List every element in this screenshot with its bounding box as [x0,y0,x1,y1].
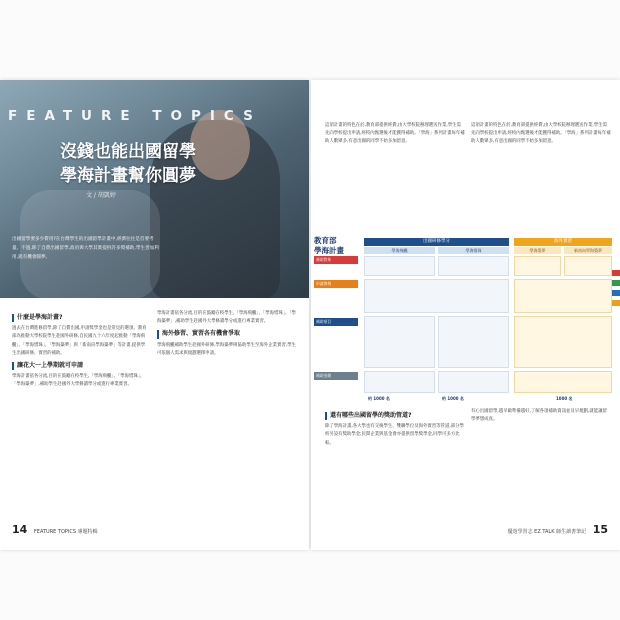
cell-4-3 [514,371,612,393]
bottom-right-body: 有心出國留學,越早做準備越好,了解各項補助資訊並及早規劃,就能讓留學夢想成真。 [471,409,607,423]
section1-body-cont: 學海計畫依各分流,目的在鼓勵在校學生,「學海飛颺」、「學海惜珠」、「學海築夢」,補助學生赴國外大學修讀學分或進行專業實習。 [157,311,296,325]
amount-3: 1000 名 [556,396,573,401]
head-study-abroad: 出國研修學分 [364,238,509,246]
cell-2-2 [514,279,612,313]
cell-1-4 [564,256,612,276]
edge-tab-blue [612,290,620,296]
section1-title: 什麼是學海計畫? [12,314,147,322]
feature-topics-title: FEATURE TOPICS [8,108,262,124]
head-internship: 海外實習 [514,238,612,246]
section-body-right: 除了學海計畫,各大學也有交換學生、雙聯學位及海外實習等管道,部分學校另設有獎助學金;民間企業與基金會亦提供留學獎學金,同學可多方比較。 [325,424,464,446]
left-column [12,310,147,393]
section1-body: 過去在台灣進修留學,除了自費出國,申請獎學金也是常見的選項。教育部為推動大學校院學生赴國外研修,自民國九十六年度起推動「學海飛颺」、「學海惜珠」、「學海築夢」與「新南向學海築夢」等計畫,提供學生出國研修、實習的補助。 [12,326,147,356]
section-title-right: 還有哪些出國留學的獎助管道? [325,412,465,420]
folio-label-left: FEATURE TOPICS 專題特輯 [33,529,98,535]
table-title-line2: 學海計畫 [314,246,344,255]
edge-tab-green [612,280,620,286]
table-title-line1: 教育部 [314,236,337,245]
right-column [157,310,297,361]
cell-4-2 [438,371,509,393]
cell-3-2 [438,316,509,368]
row-tag-4: 補助金額 [314,372,358,380]
top-right-column [471,122,611,150]
left-page [0,80,309,550]
headline-line2: 學海計畫幫你圓夢 [60,166,196,186]
sub-head-4: 新南向學海築夢 [564,247,612,254]
amount-2: 約 1000 名 [442,396,464,401]
intro-paragraph: 出國留學要多少費用?在台灣學生的出國留學計畫中,經濟往往是首要考量。不過,除了自費出國留學,政府與大學其實提供許多獎補助,學生善加利用,就有機會圓夢。 [12,237,159,260]
right-folio [508,523,608,536]
right-page [311,80,620,550]
headline-line1: 沒錢也能出國留學 [60,142,196,162]
row-tag-1: 補助對象 [314,256,358,264]
left-folio [12,523,98,536]
row-tag-2: 申請資格 [314,280,358,288]
cell-3-1 [364,316,435,368]
cell-2-1 [364,279,509,313]
cell-1-1 [364,256,435,276]
author-byline: 文 / 胡凱婷 [86,192,116,199]
row-tag-3: 補助項目 [314,318,358,326]
cell-1-2 [438,256,509,276]
bottom-left-column [325,408,465,451]
headline [60,140,196,188]
edge-tab-red [612,270,620,276]
section2-title: 讓花大一上學期就可申請 [12,362,147,370]
top-left-column [325,122,465,150]
page-number-left: 14 [12,523,28,536]
cell-3-3 [514,316,612,368]
section3-body: 學海飛颺補助學生赴國外研修,學海築夢則協助學生至海外企業實習,學生可依個人需求與規劃選擇申請。 [157,342,296,356]
cell-4-1 [364,371,435,393]
section2-body: 學海計畫依各分流,目的在鼓勵在校學生,「學海飛颺」、「學海惜珠」、「學海築夢」,補助學生赴國外大學修讀學分或進行專業實習。 [12,374,145,388]
bottom-right-column [471,408,611,427]
edge-tab-yellow [612,300,620,306]
sub-head-3: 學海築夢 [514,247,561,254]
sub-head-1: 學海飛颺 [364,247,435,254]
top-body-cont: 這項計畫的特色在於,教育部提供經費,由大學校院辦理選送作業,學生需先向學校提出申請,經校內甄選後才能獲得補助。「學海」系列計畫每年補助人數眾多,有意出國的同學不妨多加留意。 [471,123,611,145]
top-body: 這項計畫的特色在於,教育部提供經費,由大學校院辦理選送作業,學生需先向學校提出申請,經校內甄選後才能獲得補助。「學海」系列計畫每年補助人數眾多,有意出國的同學不妨多加留意。 [325,123,465,145]
sub-head-2: 學海惜珠 [438,247,509,254]
amount-1: 約 1000 名 [368,396,390,401]
page-number-right: 15 [592,523,608,536]
folio-label-right: 優遊學習志 EZ TALK 師生讀書筆記 [507,529,587,535]
section3-title: 海外修習、實習各有機會爭取 [157,330,297,338]
hero-photo [0,80,309,298]
table-title [314,236,344,256]
cell-1-3 [514,256,561,276]
